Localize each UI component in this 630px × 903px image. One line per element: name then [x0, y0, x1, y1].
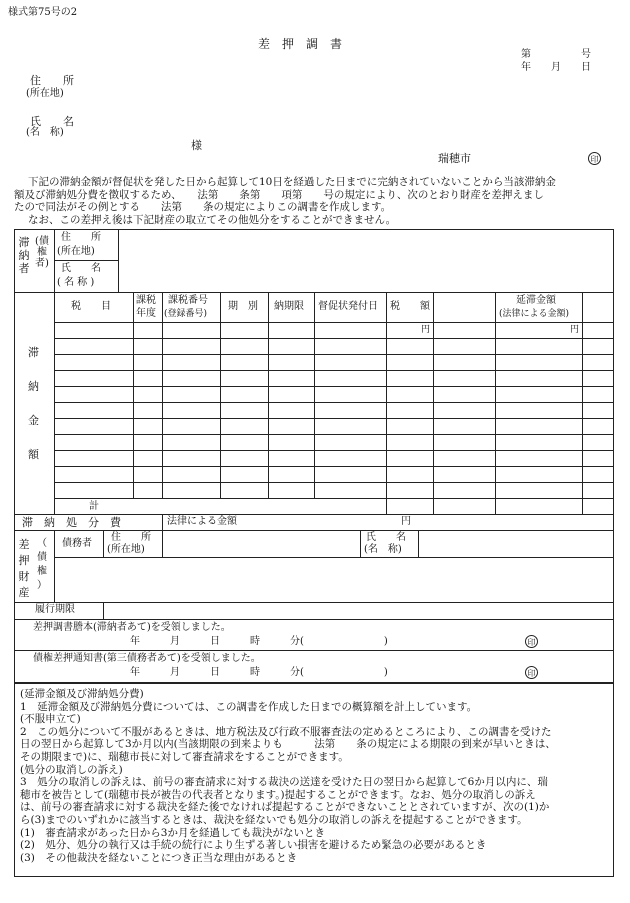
header-due-date: 納期限	[274, 301, 304, 312]
notes-text	[20, 688, 610, 864]
receipt1-seal-icon: 印	[525, 635, 538, 648]
addressee-address-label: 住 所	[30, 74, 74, 87]
header-tax-amount: 税 額	[390, 301, 430, 312]
delinquent-name-sub: ( 名 称 )	[57, 277, 95, 288]
amount-side-label-char: 額	[28, 448, 39, 461]
intro-line: なお、この差押え後は下記財産の取立てその他処分をすることができません。	[28, 213, 397, 226]
number-field: 第 号	[521, 49, 591, 60]
addressee-address-sub: (所在地)	[26, 88, 64, 99]
issuer-name: 瑞穂市	[438, 152, 471, 165]
header-late-fee-2: (法律による金額)	[499, 309, 570, 319]
delinquent-address-sub: (所在地)	[57, 246, 95, 257]
delinquent-label-paren: (債 権 者)	[35, 236, 49, 269]
addressee-name-label: 氏 名	[30, 115, 74, 128]
intro-line: 額及び滞納処分費を徴収するため、 法第 条第 項第 号の規定により、次のとおり財産を差押えまし	[14, 188, 544, 201]
honorific: 様	[191, 139, 202, 152]
header-tax-year-2: 年度	[136, 308, 156, 319]
performance-deadline-label: 履行期限	[35, 604, 75, 615]
intro-paragraph	[14, 176, 620, 226]
note-line: (不服申立て)	[20, 713, 81, 726]
tax-amount-yen: 円	[421, 325, 431, 335]
addressee-name-sub: (名 称)	[26, 127, 64, 138]
note-line: 日の翌日から起算して3か月以内(当該期限の到来よりも 法第 条の規定による期限の到来が早いときは、	[20, 738, 556, 751]
intro-line: たので同法がその例とする 法第 条の規定によりこの調書を作成します。	[14, 201, 392, 214]
delinquent-address-label: 住 所	[61, 232, 101, 243]
delinquent-name-label: 氏 名	[61, 263, 101, 274]
debtor-name-sub: (名 称)	[364, 544, 402, 555]
note-line: 3 処分の取消しの訴えは、前号の審査請求に対する裁決の送達を受けた日の翌日から起算して6か月以内に、瑞	[20, 776, 548, 789]
note-line: 1 延滞金額及び滞納処分費については、この調書を作成した日までの概算額を計上しています。	[20, 700, 478, 713]
receipt1-fields: 年 月 日 時 分( )	[130, 636, 388, 647]
note-line: (延滞金額及び滞納処分費)	[20, 688, 144, 700]
date-field: 年 月 日	[521, 62, 591, 73]
note-line: (処分の取消しの訴え)	[20, 763, 123, 776]
header-late-fee: 延滞金額	[516, 295, 556, 306]
amount-side-label-char: 納	[28, 380, 39, 393]
header-tax-number-2: (登録番号)	[164, 309, 208, 319]
note-line: (3) その他裁決を経ないことにつき正当な理由があるとき	[20, 851, 298, 864]
header-notice-date: 督促状発付日	[318, 301, 378, 312]
issuer-seal-icon: 印	[588, 152, 601, 165]
amount-side-label-char: 滞	[28, 346, 39, 359]
note-line: は、前号の審査請求に対する裁決を経た後でなければ提起することができないこととされていますが、次の(1)か	[20, 801, 550, 814]
note-line: (2) 処分、処分の執行又は手続の続行により生ずる著しい損害を避けるため緊急の必要があるとき	[20, 839, 487, 852]
seized-property-paren: （ 債 権 ）	[37, 538, 47, 591]
page-title: 差 押 調 書	[258, 37, 343, 51]
receipt2-fields: 年 月 日 時 分( )	[130, 667, 388, 678]
debtor-address-sub: (所在地)	[107, 544, 145, 555]
debtor-name-label: 氏 名	[366, 532, 406, 543]
form-number: 様式第75号の2	[8, 7, 78, 18]
disposal-cost-label: 滞 納 処 分 費	[22, 516, 121, 529]
note-line: 2 この処分について不服があるときは、地方税法及び行政不服審査法の定めるところにより、この調書を受けた	[20, 725, 552, 738]
receipt2-text: 債権差押通知書(第三債務者あて)を受領しました。	[33, 653, 261, 664]
debtor-label: 債務者	[62, 538, 92, 549]
seized-property-label: 差 押 財 産	[18, 538, 30, 599]
header-period: 期 別	[228, 301, 258, 312]
note-line: ら(3)までのいずれかに該当するときは、裁決を経ないでも処分の取消しの訴えを提起することができます。	[20, 813, 528, 826]
note-line: その期限まで)に、瑞穂市長に対して審査請求をすることができます。	[20, 750, 349, 763]
note-line: (1) 審査請求があった日から3か月を経過しても裁決がないとき	[20, 826, 325, 839]
total-label: 計	[89, 501, 99, 512]
delinquent-label: 滞 納 者	[18, 236, 30, 275]
amount-side-label-char: 金	[28, 414, 39, 427]
header-tax-number: 課税番号	[168, 295, 208, 306]
receipt2-seal-icon: 印	[525, 666, 538, 679]
disposal-cost-yen: 円	[401, 516, 411, 527]
header-tax-item: 税 目	[71, 301, 111, 312]
late-fee-yen: 円	[570, 325, 580, 335]
intro-line: 下記の滞納金額が督促状を発した日から起算して10日を経過した日までに完納されていないことから当該滞納金	[28, 176, 556, 188]
disposal-cost-amount-label: 法律による金額	[167, 516, 237, 527]
debtor-address-label: 住 所	[111, 532, 151, 543]
note-line: 穂市を被告として(瑞穂市長が被告の代表者となります。)提起することができます。なお、処分の取消しの訴え	[20, 788, 536, 801]
header-tax-year: 課税	[136, 295, 156, 306]
receipt1-text: 差押調書謄本(滞納者あて)を受領しました。	[33, 622, 231, 633]
